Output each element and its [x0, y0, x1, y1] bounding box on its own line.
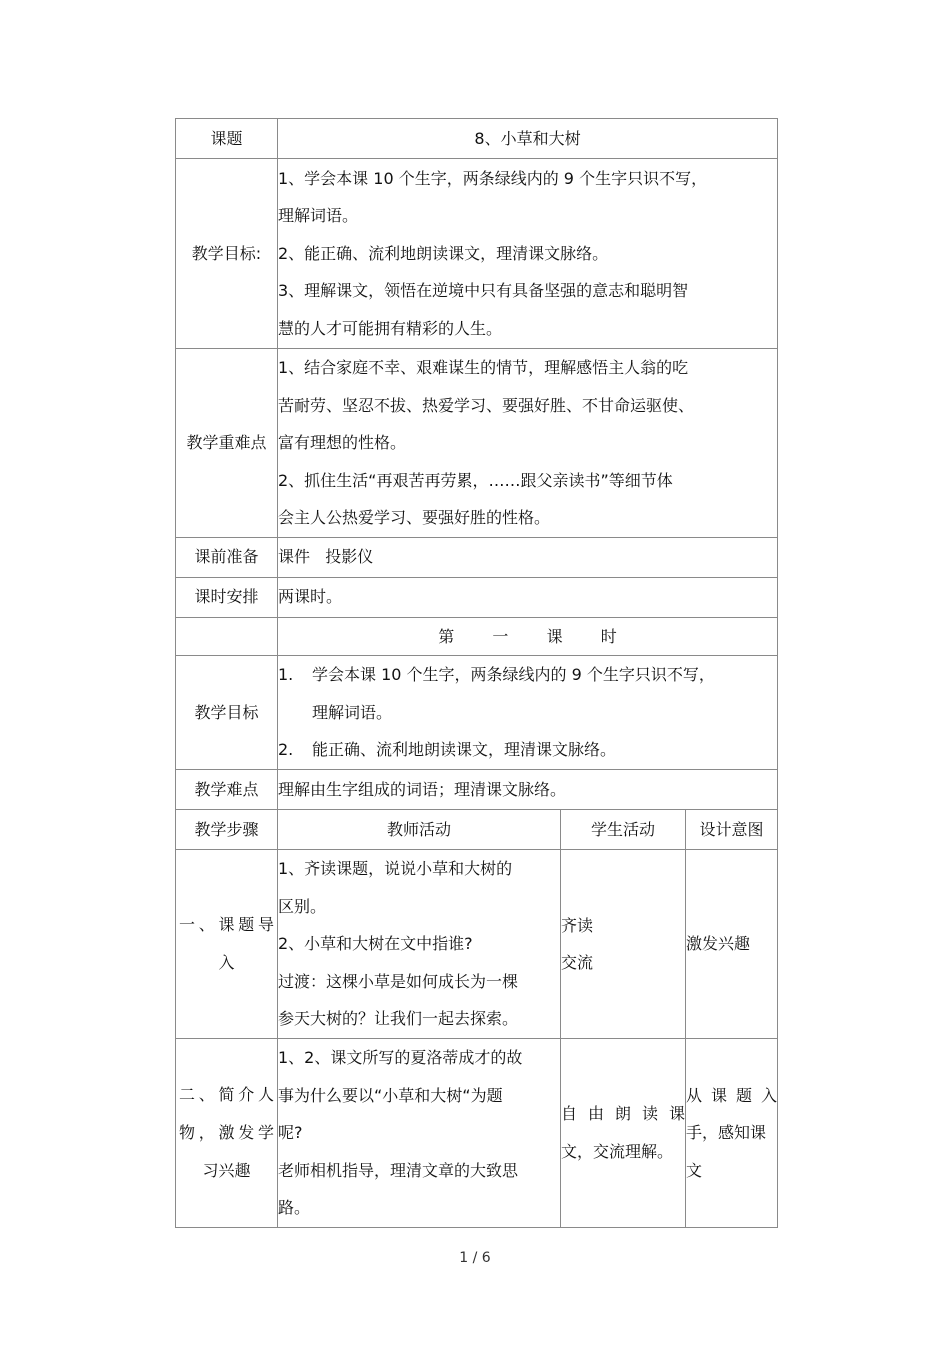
design-intent-line: 从课题入	[686, 1085, 778, 1105]
goals-label: 教学目标:	[176, 159, 278, 349]
goals-content	[278, 159, 778, 349]
goals-line: 2、能正确、流利地朗读课文，理清课文脉络。	[278, 243, 609, 263]
difficulty-value: 理解由生字组成的词语；理清课文脉络。	[278, 770, 778, 810]
teacher-activity-line: 参天大树的？让我们一起去探索。	[278, 1009, 519, 1029]
steps-header-row	[176, 810, 778, 850]
prep-label: 课前准备	[176, 537, 278, 577]
teacher-activity-line: 1、2、课文所写的夏洛蒂成才的故	[278, 1048, 523, 1067]
lesson-goals-label: 教学目标	[176, 656, 278, 770]
step-name-line: 入	[218, 953, 235, 972]
student-activity-line: 文，交流理解。	[561, 1141, 674, 1161]
keypoints-row	[176, 349, 778, 538]
teacher-activity	[278, 1039, 561, 1228]
goals-line: 慧的人才可能拥有精彩的人生。	[278, 318, 503, 338]
lesson-title-row	[176, 617, 778, 656]
keypoints-line: 1、结合家庭不幸、艰难谋生的情节，理解感悟主人翁的吃	[278, 358, 689, 377]
teacher-activity-line: 1、齐读课题，说说小草和大树的	[278, 859, 513, 879]
design-intent	[686, 850, 778, 1039]
topic-label: 课题	[176, 119, 278, 159]
keypoints-line: 富有理想的性格。	[278, 433, 407, 452]
header-intent: 设计意图	[686, 810, 778, 850]
header-student: 学生活动	[561, 810, 686, 850]
student-activity-line: 齐读	[561, 915, 594, 935]
student-activity	[561, 850, 686, 1039]
step-name-line: 物，激发学	[179, 1122, 274, 1142]
keypoints-line: 2、抓住生活“再艰苦再劳累，……跟父亲读书”等细节体	[278, 470, 673, 490]
lesson-goal-line	[278, 731, 777, 769]
prep-row	[176, 537, 778, 577]
step-name-line: 习兴趣	[202, 1160, 251, 1180]
goals-line: 理解词语。	[278, 206, 359, 226]
keypoints-line: 苦耐劳、坚忍不拔、热爱学习、要强好胜、不甘命运驱使、	[278, 395, 695, 415]
page-number: 1 / 6	[459, 1250, 491, 1266]
header-teacher: 教师活动	[278, 810, 561, 850]
teacher-activity-line: 区别。	[278, 896, 327, 916]
prep-value: 课件 投影仪	[278, 537, 778, 577]
step-row	[176, 850, 778, 1039]
keypoints-content	[278, 349, 778, 538]
lesson-goal-line	[278, 694, 777, 732]
design-intent-line: 激发兴趣	[686, 934, 751, 954]
design-intent	[686, 1039, 778, 1228]
keypoints-label: 教学重难点	[176, 349, 278, 538]
teacher-activity	[278, 850, 561, 1039]
lesson-plan-table	[175, 118, 778, 1228]
lesson-goal-line	[278, 656, 777, 694]
topic-row	[176, 119, 778, 159]
goals-line: 3、理解课文，领悟在逆境中只有具备坚强的意志和聪明智	[278, 281, 689, 301]
step-name	[176, 850, 278, 1039]
step-name-line: 二、简介人	[179, 1084, 274, 1104]
lesson-goal-text: 学会本课 10 个生字，两条绿线内的 9 个生字只识不写，	[312, 665, 715, 685]
lesson-goals-content	[278, 656, 778, 770]
lesson-title: 第 一 课 时	[278, 617, 778, 656]
lesson-title-blank	[176, 617, 278, 656]
design-intent-line: 文	[686, 1160, 703, 1180]
topic-value: 8、小草和大树	[278, 119, 778, 159]
teacher-activity-line: 2、小草和大树在文中指谁?	[278, 934, 473, 954]
step-name	[176, 1039, 278, 1228]
goals-row	[176, 159, 778, 349]
lesson-goals-row	[176, 656, 778, 770]
student-activity-line: 自由朗读课	[561, 1104, 685, 1124]
difficulty-label: 教学难点	[176, 770, 278, 810]
design-intent-line: 手，感知课	[686, 1123, 767, 1142]
goals-line: 1、学会本课 10 个生字，两条绿线内的 9 个生字只识不写，	[278, 168, 708, 188]
difficulty-row	[176, 770, 778, 810]
student-activity-line: 交流	[561, 953, 594, 972]
header-steps: 教学步骤	[176, 810, 278, 850]
teacher-activity-line: 老师相机指导，理清文章的大致思	[278, 1160, 519, 1180]
keypoints-line: 会主人公热爱学习、要强好胜的性格。	[278, 508, 551, 527]
lesson-goal-number: 2.	[278, 740, 294, 760]
schedule-value: 两课时。	[278, 577, 778, 617]
student-activity	[561, 1039, 686, 1228]
lesson-goal-text: 能正确、流利地朗读课文，理清课文脉络。	[312, 740, 617, 760]
teacher-activity-line: 过渡：这棵小草是如何成长为一棵	[278, 971, 519, 991]
step-row	[176, 1039, 778, 1228]
teacher-activity-line: 路。	[278, 1198, 311, 1217]
teacher-activity-line: 事为什么要以“小草和大树“为题	[278, 1085, 503, 1105]
schedule-label: 课时安排	[176, 577, 278, 617]
lesson-goal-text: 理解词语。	[312, 702, 393, 722]
lesson-goal-number: 1.	[278, 665, 294, 685]
step-name-line: 一、课题导	[179, 915, 274, 934]
teacher-activity-line: 呢?	[278, 1123, 303, 1142]
schedule-row	[176, 577, 778, 617]
